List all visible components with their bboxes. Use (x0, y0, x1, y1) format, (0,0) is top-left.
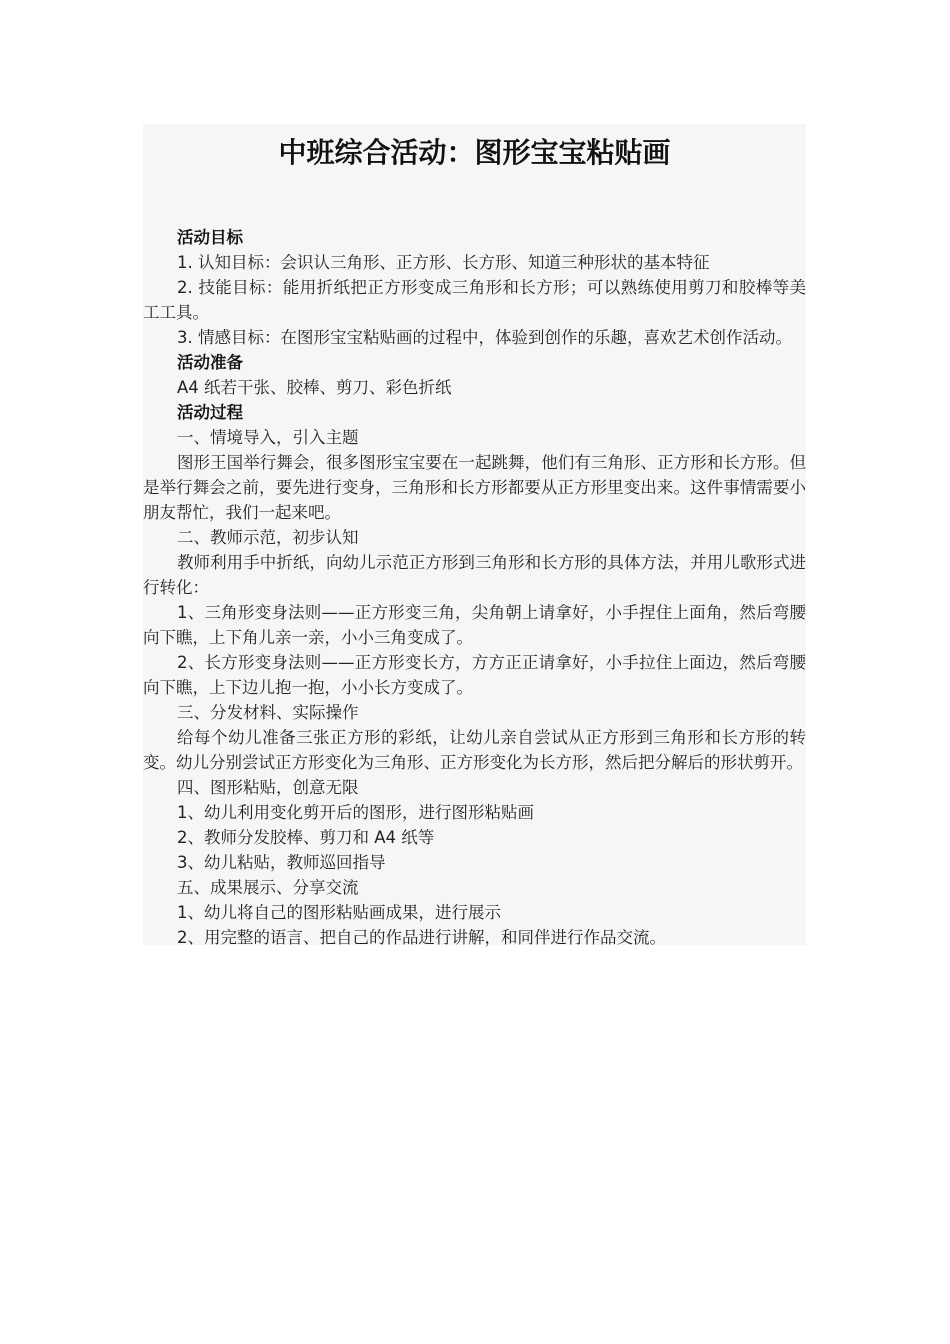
section-heading: 活动准备 (177, 353, 243, 372)
body-paragraph: 3. 情感目标：在图形宝宝粘贴画的过程中，体验到创作的乐趣，喜欢艺术创作活动。 (177, 328, 792, 347)
document-page (143, 124, 806, 945)
body-paragraph: 图形王国举行舞会，很多图形宝宝要在一起跳舞，他们有三角形、正方形和长方形。但是举行舞会之前，要先进行变身，三角形和长方形都要从正方形里变出来。这件事情需要小朋友帮忙，我们一起来吧。 (143, 453, 806, 522)
section-heading: 活动过程 (177, 403, 243, 422)
body-paragraph: 3、幼儿粘贴，教师巡回指导 (177, 853, 386, 872)
body-paragraph: 给每个幼儿准备三张正方形的彩纸，让幼儿亲自尝试从正方形到三角形和长方形的转变。幼儿分别尝试正方形变化为三角形、正方形变化为长方形，然后把分解后的形状剪开。 (143, 728, 806, 772)
body-paragraph: 2、长方形变身法则——正方形变长方，方方正正请拿好，小手拉住上面边，然后弯腰向下瞧，上下边儿抱一抱，小小长方变成了。 (143, 653, 806, 697)
body-paragraph: 2. 技能目标：能用折纸把正方形变成三角形和长方形；可以熟练使用剪刀和胶棒等美工工具。 (143, 278, 806, 322)
body-paragraph: 四、图形粘贴，创意无限 (177, 778, 359, 797)
body-paragraph: 2、教师分发胶棒、剪刀和 A4 纸等 (177, 828, 435, 847)
body-paragraph: 1、幼儿利用变化剪开后的图形，进行图形粘贴画 (177, 803, 534, 822)
body-paragraph: 2、用完整的语言、把自己的作品进行讲解，和同伴进行作品交流。 (177, 928, 666, 947)
body-paragraph: 1. 认知目标：会识认三角形、正方形、长方形、知道三种形状的基本特征 (177, 253, 710, 272)
body-paragraph: 二、教师示范，初步认知 (177, 528, 359, 547)
document-body (143, 225, 806, 950)
body-paragraph: 三、分发材料、实际操作 (177, 703, 359, 722)
body-paragraph: 1、三角形变身法则——正方形变三角，尖角朝上请拿好，小手捏住上面角，然后弯腰向下瞧，上下角儿亲一亲，小小三角变成了。 (143, 603, 806, 647)
body-paragraph: 五、成果展示、分享交流 (177, 878, 359, 897)
body-paragraph: 一、情境导入，引入主题 (177, 428, 359, 447)
body-paragraph: 教师利用手中折纸，向幼儿示范正方形到三角形和长方形的具体方法，并用儿歌形式进行转化： (143, 553, 806, 597)
document-title: 中班综合活动：图形宝宝粘贴画 (278, 136, 671, 169)
section-heading: 活动目标 (177, 228, 243, 247)
body-paragraph: 1、幼儿将自己的图形粘贴画成果，进行展示 (177, 903, 501, 922)
body-paragraph: A4 纸若干张、胶棒、剪刀、彩色折纸 (177, 378, 452, 397)
